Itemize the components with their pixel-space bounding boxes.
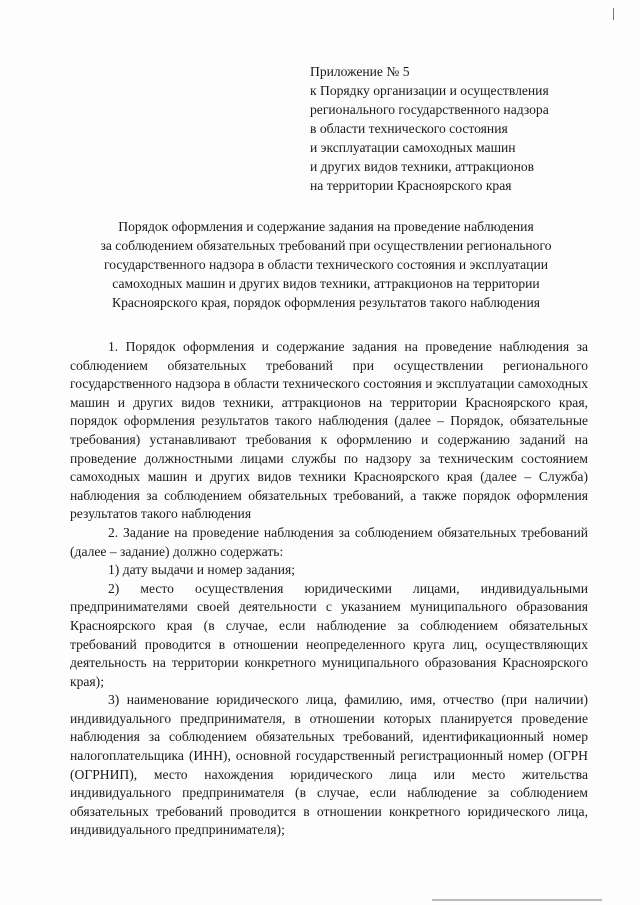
- appendix-line: к Порядку организации и осуществления: [310, 83, 549, 98]
- bottom-rule: [432, 899, 602, 901]
- title-line: Порядок оформления и содержание задания на проведение наблюдения: [118, 219, 534, 234]
- corner-mark: [613, 8, 614, 20]
- appendix-line: и других видов техники, аттракционов: [310, 159, 535, 174]
- paragraph-2: 2. Задание на проведение наблюдения за соблюдением обязательных требований (далее – задание) должно содержать:: [70, 524, 588, 559]
- appendix-line: Приложение № 5: [310, 64, 410, 79]
- title-line: государственного надзора в области технического состояния и эксплуатации: [103, 257, 548, 272]
- list-item-1: 1) дату выдачи и номер задания;: [108, 562, 295, 578]
- document-title: [66, 217, 586, 312]
- paragraph-1: 1. Порядок оформления и содержание задания на проведение наблюдения за соблюдением обязательных требований при осуществлении регионального государственного надзора в области технического состояния и эксплуатации самоходных машин и других видов техники, аттракционов на территории Красноярского края, порядок оформления результатов такого наблюдения (далее – Порядок, обязательные требования) устанавливают требования к оформлению и содержанию заданий на проведение должностными лицами службы по надзору за техническим состоянием самоходных машин и других видов техники Красноярского края (далее – Служба) наблюдения за соблюдением обязательных требований, а также порядок оформления результатов такого наблюдения: [70, 339, 588, 522]
- appendix-line: в области технического состояния: [310, 121, 508, 136]
- appendix-line: регионального государственного надзора: [310, 102, 549, 117]
- title-line: самоходных машин и других видов техники, аттракционов на территории: [112, 276, 540, 291]
- title-line: Красноярского края, порядок оформления результатов такого наблюдения: [112, 295, 540, 310]
- list-item-2: 2) место осуществления юридическими лицами, индивидуальными предпринимателями своей деятельности с указанием муниципального образования Красноярского края (в случае, если наблюдение за соблюдением обязательных требований проводится в отношении неопределенного круга лиц, осуществляющих деятельность на территории конкретного муниципального образования Красноярского края);: [70, 580, 588, 689]
- title-line: за соблюдением обязательных требований при осуществлении регионального: [100, 238, 552, 253]
- list-item-3: 3) наименование юридического лица, фамилию, имя, отчество (при наличии) индивидуального предпринимателя, в отношении которых планируется проведение наблюдения за соблюдением обязательных требований, идентификационный номер налогоплательщика (ИНН), основной государственный регистрационный номер (ОГРН (ОГРНИП), место нахождения юридического лица или место жительства индивидуального предпринимателя (в случае, если наблюдение за соблюдением обязательных требований проводится в отношении конкретного юридического лица, индивидуального предпринимателя);: [70, 692, 588, 838]
- appendix-line: и эксплуатации самоходных машин: [310, 140, 516, 155]
- appendix-header: [310, 62, 610, 195]
- appendix-line: на территории Красноярского края: [310, 178, 512, 193]
- document-body: [70, 338, 588, 840]
